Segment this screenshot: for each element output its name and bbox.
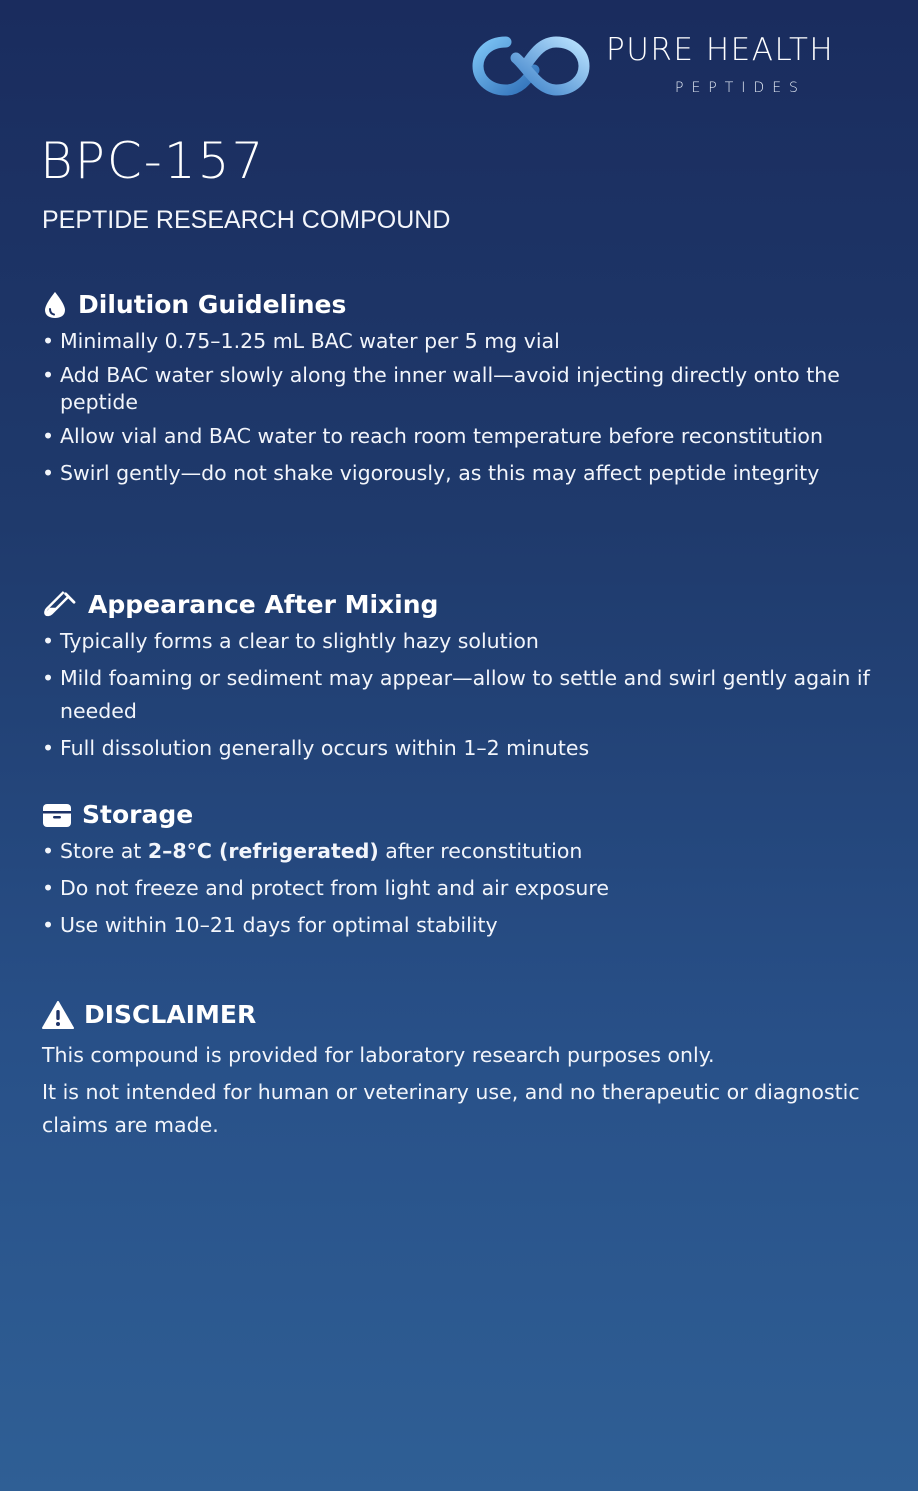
list-item <box>42 835 882 868</box>
storage-section <box>42 800 882 946</box>
storage-heading: Storage <box>82 800 194 829</box>
product-title: BPC-157 <box>40 132 266 190</box>
infinity-logo-icon <box>472 32 590 100</box>
list-item: • Swirl gently—do not shake vigorously, as this may affect peptide integrity <box>42 457 882 490</box>
brand-tagline: PEPTIDES <box>675 80 806 96</box>
list-item: • Full dissolution generally occurs within 1–2 minutes <box>42 732 882 765</box>
product-subtitle: PEPTIDE RESEARCH COMPOUND <box>42 206 451 234</box>
storage-list <box>42 835 882 942</box>
list-item: • Allow vial and BAC water to reach room temperature before reconstitution <box>42 420 882 453</box>
disclaimer-line-2: It is not intended for human or veterinary use, and no therapeutic or diagnostic claims are made. <box>42 1080 860 1137</box>
list-item: • Add BAC water slowly along the inner wall—avoid injecting directly onto the peptide <box>42 362 882 416</box>
water-drop-icon <box>42 291 68 319</box>
disclaimer-header <box>42 1000 882 1029</box>
storage-temperature: 2–8°C (refrigerated) <box>147 839 379 863</box>
list-item: • Mild foaming or sediment may appear—allow to settle and swirl gently again if needed <box>42 662 882 728</box>
warning-icon <box>42 1001 74 1029</box>
storage-text-prefix: Store at <box>60 839 148 863</box>
disclaimer-section <box>42 1000 882 1146</box>
dilution-header <box>42 290 882 319</box>
disclaimer-line-1: This compound is provided for laboratory research purposes only. <box>42 1043 715 1067</box>
dilution-list <box>42 325 882 490</box>
brand-name: PURE HEALTH <box>606 32 835 68</box>
list-item: • Minimally 0.75–1.25 mL BAC water per 5 mg vial <box>42 325 882 358</box>
storage-text-suffix: after reconstitution <box>378 839 583 863</box>
brand-logo <box>472 28 882 104</box>
list-item: • Do not freeze and protect from light and air exposure <box>42 872 882 905</box>
storage-box-icon <box>42 801 72 829</box>
disclaimer-heading: DISCLAIMER <box>84 1000 257 1029</box>
dilution-heading: Dilution Guidelines <box>78 290 347 319</box>
test-tube-icon <box>42 591 78 619</box>
dilution-section <box>42 290 882 494</box>
list-item: • Use within 10–21 days for optimal stability <box>42 909 882 942</box>
appearance-list <box>42 625 882 765</box>
list-item: • Typically forms a clear to slightly hazy solution <box>42 625 882 658</box>
appearance-heading: Appearance After Mixing <box>88 590 439 619</box>
appearance-header <box>42 590 882 619</box>
storage-header <box>42 800 882 829</box>
appearance-section <box>42 590 882 769</box>
